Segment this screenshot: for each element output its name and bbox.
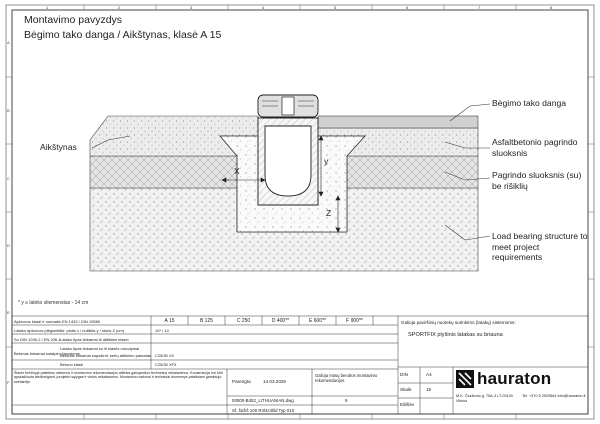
tb-class-a15: A 15 — [164, 318, 175, 324]
grid-col-4: 4 — [262, 5, 265, 10]
grid-col-6: 6 — [406, 5, 409, 10]
grid-col-8: 8 — [550, 5, 553, 10]
grate-slot — [282, 97, 294, 115]
tb-din-label: DIN — [400, 372, 408, 377]
tb-left-small-1: Su DIN 1045-2 / EN 206-1 — [14, 337, 61, 342]
page-title: Montavimo pavyzdys — [24, 14, 123, 26]
callout-gravel-base: Pagrindo sluoksnis (su) be rišiklių — [492, 170, 582, 191]
grid-row-d: D — [7, 243, 10, 248]
grid-row-a: A — [7, 40, 10, 45]
tb-address: M.K. Čiurlionio g. 75A-3 LT-03100 Vilnius — [456, 394, 513, 403]
tb-date-value: 14.03.2025 — [263, 379, 286, 384]
tb-row4-label: Betonas tinkamai supažinti: sertų atitikimo pamatas — [60, 353, 151, 358]
tb-disclaimer: Šiame brėžinyje pateiktos sistemos ir montavimo rekomendacijos atitinka galiojančius techninius reikalavimus. Konstrukcija turi būti apskaičiuota atsižvelgiant į projekto sąlygas ir vietos reikalavimus. Montavimo vadovai ir techniniai duomenys pateikiami gamintojo svetainėje. — [14, 371, 223, 384]
callout-asphalt: Asfaltbetonio pagrindo sluoksnis — [492, 137, 578, 158]
tb-class-d400: D 400** — [271, 318, 290, 324]
dim-label-x: X — [234, 166, 240, 176]
tb-row5-value: C25/30 XF3 — [155, 362, 177, 367]
tb-class-e600: E 600** — [309, 318, 326, 324]
tb-row5-label: Betono klasė — [60, 362, 84, 367]
dim-label-y: y — [324, 156, 329, 166]
grid-row-b: B — [7, 108, 10, 113]
tb-contact: Tel. +370 5 2529564 info@hauraton.lt — [522, 394, 586, 398]
tb-din-value: A4 — [426, 372, 432, 377]
callout-playground: Aikštynas — [40, 142, 77, 152]
tb-row3-sub: Latako tipas tinkamai su iš klasės nurodymai — [60, 346, 140, 351]
grid-row-f: F — [7, 380, 10, 385]
footnote: * y ≥ lateks sliemenstas - 14 cm — [18, 300, 89, 306]
grid-col-7: 7 — [478, 5, 481, 10]
brand-logo: hauraton — [477, 369, 552, 388]
callout-running-track: Bėgimo tako danga — [492, 98, 567, 108]
tb-row3-label: Latako tipas tinkamai iš atitikties klasei — [60, 337, 129, 342]
tb-class-c250: C 250 — [236, 318, 251, 324]
grid-col-1: 1 — [46, 5, 49, 10]
callout-load-bearing: Load bearing structure to meet project requirements — [492, 231, 588, 262]
tb-class-f900: F 900** — [346, 318, 363, 324]
tb-right-head: Galioja paviršinių nuotekų surinkimo (latakų) sistemoms: — [401, 320, 516, 325]
grid-col-3: 3 — [190, 5, 193, 10]
dim-label-z: Z — [326, 208, 332, 218]
hauraton-logo-mark — [456, 370, 474, 388]
grid-col-5: 5 — [334, 5, 337, 10]
tb-row2-values: 10* / 10 — [155, 328, 169, 333]
grid-col-2: 2 — [118, 5, 121, 10]
tb-class-b125: B 125 — [199, 318, 214, 324]
tb-edition-label: Eilišlėv — [400, 402, 415, 407]
tb-page: 9 — [345, 398, 348, 403]
tb-product: SPORTFIX plyšinis latakas su briauna — [408, 332, 503, 338]
tb-row2-label: Latako apkrovos plėgsmtiški: plotis x / nuliškis y / storis Z (cm) — [14, 328, 125, 333]
tb-scale-value: 15 — [426, 387, 432, 392]
tb-sheet-ref: Sf. šūžiš 100 R4l4z4lild Typ 010 — [232, 408, 295, 413]
tb-drawing-no: 00000-B452_LITHUANIAN.dwg — [232, 398, 294, 403]
tb-row1-label: Apkrovos klasė ir normatis EN 1433 / DIN 19580 — [14, 319, 101, 324]
channel-inner — [265, 126, 311, 196]
grid-row-c: C — [7, 176, 10, 181]
tb-row4-value: C25/30 X0 — [155, 353, 174, 358]
tb-validity: Galioja mūsų bendros montavimo rekomendacijos — [315, 373, 378, 383]
tb-date-label: Parengta — [232, 379, 251, 384]
tb-scale-label: Skalė — [400, 387, 412, 392]
grid-row-e: E — [7, 310, 10, 315]
page-subtitle: Bėgimo tako danga / Aikštynas, klasė A 15 — [24, 29, 222, 41]
tb-left-small-2: Betonas tinkamai sutalpini įtarosiems — [14, 351, 80, 356]
